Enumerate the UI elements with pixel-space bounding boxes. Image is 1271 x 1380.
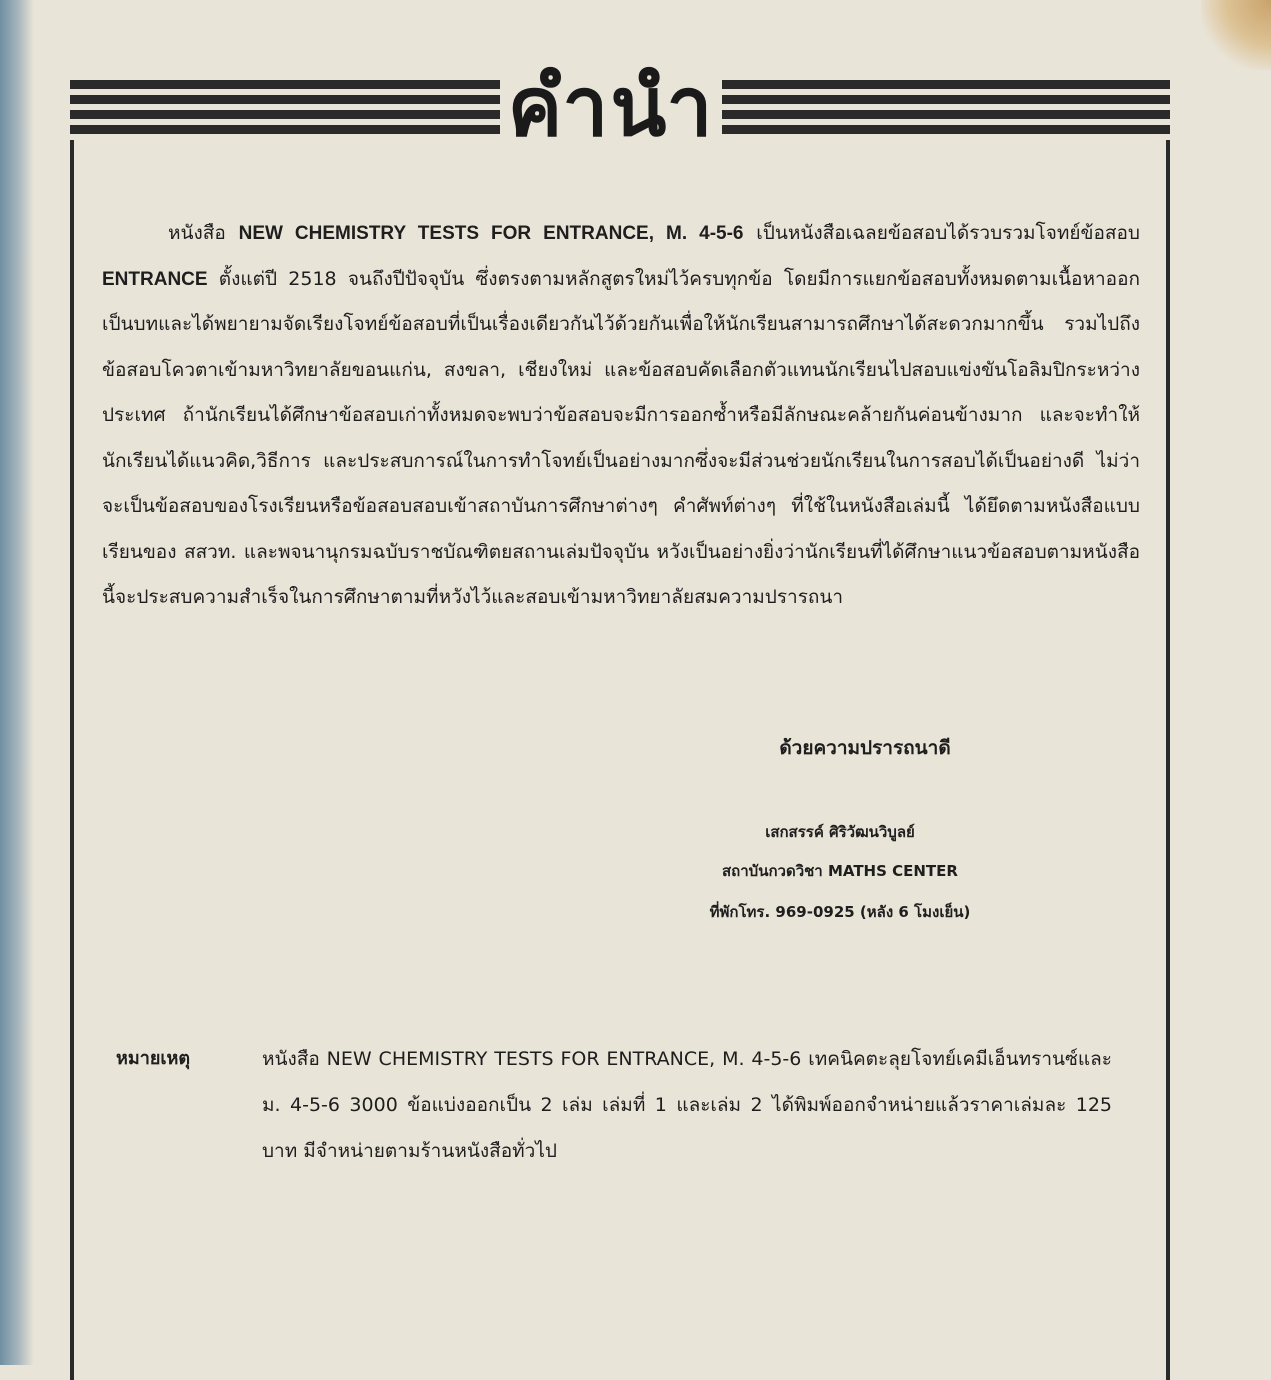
- preface-paragraph: [102, 211, 1140, 621]
- preface-text-1: เป็นหนังสือเฉลยข้อสอบได้รวบรวมโจทย์ข้อสอบ: [743, 222, 1140, 244]
- closing-line: ด้วยความปรารถนาดี: [779, 737, 951, 759]
- entrance-term: ENTRANCE: [102, 268, 208, 290]
- title-stripes-right: [722, 80, 1170, 146]
- page-title: คำนำ: [507, 60, 715, 155]
- book-title: NEW CHEMISTRY TESTS FOR ENTRANCE, M. 4-5-6: [238, 223, 744, 244]
- note-label: หมายเหตุ: [116, 1048, 191, 1069]
- signature-contact: ที่พักโทร. 969-0925 (หลัง 6 โมงเย็น): [709, 903, 971, 921]
- title-stripes-left: [70, 80, 500, 146]
- page-corner-stain: [1201, 0, 1271, 70]
- signature-institute: สถาบันกวดวิชา MATHS CENTER: [722, 862, 958, 880]
- preface-text-2: ตั้งแต่ปี 2518 จนถึงปีปัจจุบัน ซึ่งตรงตามหลักสูตรใหม่ไว้ครบทุกข้อ โดยมีการแยกข้อสอบทั้งหมดตามเนื้อหาออกเป็นบทและได้พยายามจัดเรียงโจทย์ข้อสอบที่เป็นเรื่องเดียวกันไว้ด้วยกันเพื่อให้นักเรียนสามารถศึกษาได้สะดวกมากขึ้น รวมไปถึงข้อสอบโควตาเข้ามหาวิทยาลัยขอนแก่น, สงขลา, เชียงใหม่ และข้อสอบคัดเลือกตัวแทนนักเรียนไปสอบแข่งขันโอลิมปิกระหว่างประเทศ ถ้านักเรียนได้ศึกษาข้อสอบเก่าทั้งหมดจะพบว่าข้อสอบจะมีการออกซ้ำหรือมีลักษณะคล้ายกันค่อนข้างมาก และจะทำให้นักเรียนได้แนวคิด,วิธีการ และประสบการณ์ในการทำโจทย์เป็นอย่างมากซึ่งจะมีส่วนช่วยนักเรียนในการสอบได้เป็นอย่างดี ไม่ว่าจะเป็นข้อสอบของโรงเรียนหรือข้อสอบสอบเข้าสถาบันการศึกษาต่างๆ คำศัพท์ต่างๆ ที่ใช้ในหนังสือเล่มนี้ ได้ยึดตามหนังสือแบบเรียนของ สสวท. และพจนานุกรมฉบับราชบัณฑิตยสถานเล่มปัจจุบัน หวังเป็นอย่างยิ่งว่านักเรียนที่ได้ศึกษาแนวข้อสอบตามหนังสือนี้จะประสบความสำเร็จในการศึกษาตามที่หวังไว้และสอบเข้ามหาวิทยาลัยสมความปรารถนา: [102, 267, 1140, 608]
- signature-name: เสกสรรค์ ศิริวัฒนวิบูลย์: [765, 823, 915, 841]
- note-text: หนังสือ NEW CHEMISTRY TESTS FOR ENTRANCE, M. 4-5-6 เทคนิคตะลุยโจทย์เคมีเอ็นทรานซ์และ ม. 4-5-6 3000 ข้อแบ่งออกเป็น 2 เล่ม เล่มที่ 1 และเล่ม 2 ได้พิมพ์ออกจำหน่ายแล้วราคาเล่มละ 125 บาท มีจำหน่ายตามร้านหนังสือทั่วไป: [262, 1048, 1112, 1162]
- preface-intro: หนังสือ: [168, 222, 226, 244]
- page-binding-edge: [0, 0, 34, 1365]
